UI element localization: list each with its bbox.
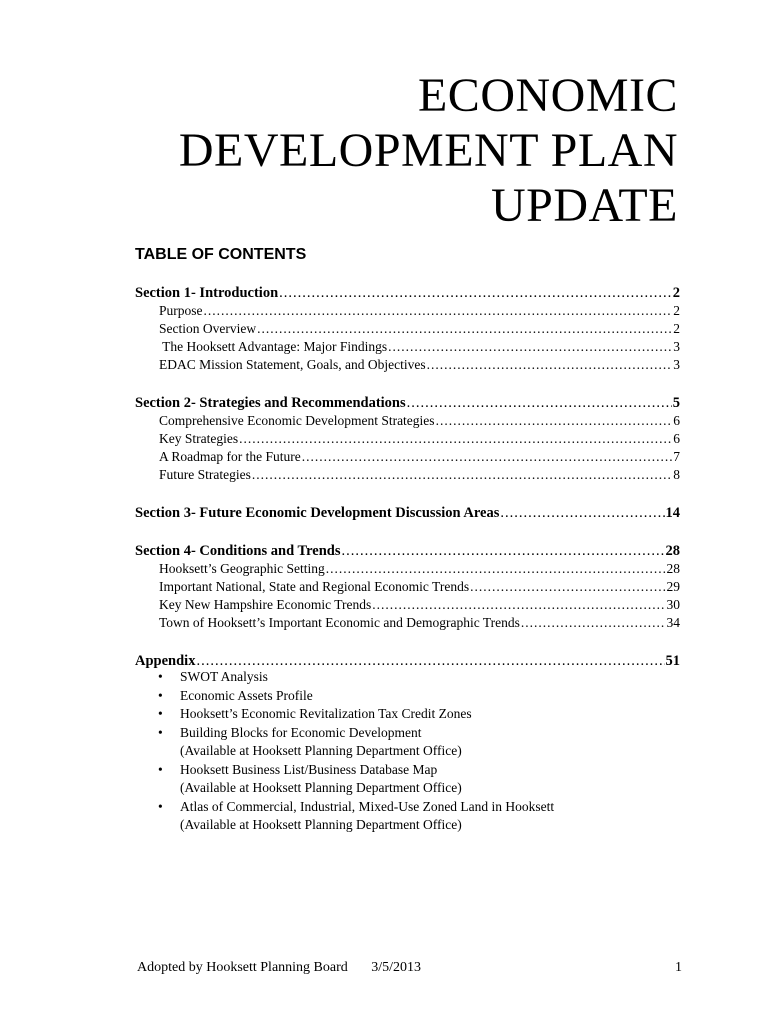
toc-section-entry — [135, 542, 680, 560]
appendix-list-item — [158, 705, 554, 724]
toc-section-entry-page: 2 — [672, 285, 680, 301]
toc-sub-entry-page: 2 — [673, 303, 680, 318]
toc-section-entry-label: Appendix — [135, 653, 196, 669]
title-line-3: UPDATE — [490, 179, 678, 232]
appendix-item-note: (Available at Hooksett Planning Department Office) — [180, 780, 462, 795]
toc-sub-entry — [135, 578, 680, 596]
toc-section-entry — [135, 394, 680, 412]
bullet-icon: • — [158, 798, 163, 814]
bullet-icon: • — [158, 687, 163, 703]
leader-dots — [279, 284, 672, 302]
toc-sub-entry — [135, 412, 680, 430]
leader-dots — [407, 394, 672, 412]
title-line-2: DEVELOPMENT PLAN — [178, 124, 678, 177]
appendix-item-title: Hooksett’s Economic Revitalization Tax Credit Zones — [180, 706, 472, 721]
leader-dots — [326, 560, 666, 578]
toc-sub-entry-label: Section Overview — [159, 321, 257, 336]
footer-adopted-text: Adopted by Hooksett Planning Board — [137, 960, 348, 975]
appendix-item-note: (Available at Hooksett Planning Department Office) — [180, 817, 462, 832]
toc-sub-entry-page: 6 — [673, 431, 680, 446]
toc-sub-entry-page: 7 — [673, 449, 680, 464]
document-title — [179, 68, 678, 233]
appendix-list-item — [158, 687, 554, 706]
appendix-list-item — [158, 668, 554, 687]
bullet-icon: • — [158, 761, 163, 777]
toc-sub-entry-label: Key New Hampshire Economic Trends — [159, 597, 372, 612]
toc-section-entry — [135, 504, 680, 522]
toc-section-entry — [135, 284, 680, 302]
toc-section-entry-label: Section 4- Conditions and Trends — [135, 543, 341, 559]
toc-sub-entry-page: 34 — [666, 615, 680, 630]
appendix-item-title: Building Blocks for Economic Development — [180, 724, 422, 740]
leader-dots — [388, 338, 672, 356]
page-footer — [137, 960, 682, 976]
toc-sub-entry-label: Hooksett’s Geographic Setting — [159, 561, 325, 576]
toc-sub-entry-page: 3 — [673, 357, 680, 372]
toc-sub-entry — [135, 466, 680, 484]
leader-dots — [436, 412, 673, 430]
footer-date: 3/5/2013 — [371, 960, 422, 975]
toc-sub-entry — [135, 302, 680, 320]
toc-section-entry-label: Section 1- Introduction — [135, 285, 279, 301]
toc-sub-entry-page: 8 — [673, 467, 680, 482]
leader-dots — [521, 614, 666, 632]
toc-sub-entry-page: 30 — [666, 597, 680, 612]
toc-sub-entry — [135, 614, 680, 632]
leader-dots — [470, 578, 665, 596]
toc-sub-entry-page: 28 — [666, 561, 680, 576]
toc-sub-entry-label: Important National, State and Regional Economic Trends — [159, 579, 470, 594]
leader-dots — [302, 448, 673, 466]
toc-section-entry-label: Section 3- Future Economic Development Discussion Areas — [135, 505, 500, 521]
toc-section — [135, 504, 680, 522]
toc-section — [135, 542, 680, 632]
leader-dots — [427, 356, 673, 374]
toc-section-entry-page: 28 — [665, 543, 680, 559]
toc-sub-entry — [135, 560, 680, 578]
bullet-icon: • — [158, 724, 163, 740]
toc-section — [135, 394, 680, 484]
leader-dots — [239, 430, 672, 448]
toc-section-entry-page: 14 — [665, 505, 680, 521]
appendix-item-title: Atlas of Commercial, Industrial, Mixed-Use Zoned Land in Hooksett — [180, 798, 555, 814]
toc-sub-entry-page: 3 — [673, 339, 680, 354]
appendix-item-title: Hooksett Business List/Business Database Map — [180, 761, 438, 777]
table-of-contents — [135, 284, 680, 690]
toc-sub-entry-label: The Hooksett Advantage: Major Findings — [159, 339, 388, 354]
toc-sub-entry-page: 2 — [673, 321, 680, 336]
toc-section-entry-label: Section 2- Strategies and Recommendations — [135, 395, 406, 411]
page-number: 1 — [675, 960, 682, 975]
toc-sub-entry-label: EDAC Mission Statement, Goals, and Objectives — [159, 357, 426, 372]
leader-dots — [204, 302, 673, 320]
toc-sub-entry-label: Future Strategies — [159, 467, 251, 482]
title-line-1: ECONOMIC — [417, 69, 678, 122]
appendix-list — [158, 668, 554, 835]
toc-sub-entry-label: A Roadmap for the Future — [159, 449, 301, 464]
appendix-item-title: Economic Assets Profile — [180, 687, 313, 703]
appendix-item-title: SWOT Analysis — [180, 669, 268, 684]
toc-sub-entry-label: Purpose — [159, 303, 203, 318]
appendix-list-item — [158, 761, 554, 798]
toc-sub-entry-page: 6 — [673, 413, 680, 428]
leader-dots — [500, 504, 664, 522]
toc-section-entry-page: 51 — [665, 653, 680, 669]
toc-sub-entry-page: 29 — [666, 579, 680, 594]
toc-sub-entry-label: Key Strategies — [159, 431, 239, 446]
leader-dots — [252, 466, 672, 484]
toc-sub-entry — [135, 448, 680, 466]
toc-heading: TABLE OF CONTENTS — [135, 246, 307, 263]
toc-sub-entry — [135, 338, 680, 356]
toc-sub-entry — [135, 596, 680, 614]
toc-sub-entry — [135, 430, 680, 448]
leader-dots — [372, 596, 665, 614]
leader-dots — [257, 320, 672, 338]
toc-sub-entry — [135, 356, 680, 374]
appendix-list-item — [158, 724, 554, 761]
toc-sub-entry-label: Town of Hooksett’s Important Economic and Demographic Trends — [159, 615, 520, 630]
toc-section — [135, 284, 680, 374]
toc-sub-entry — [135, 320, 680, 338]
leader-dots — [341, 542, 664, 560]
appendix-list-item — [158, 798, 554, 835]
bullet-icon: • — [158, 706, 163, 721]
appendix-item-note: (Available at Hooksett Planning Department Office) — [180, 743, 462, 758]
bullet-icon: • — [158, 669, 163, 684]
toc-sub-entry-label: Comprehensive Economic Development Strategies — [159, 413, 435, 428]
toc-section-entry-page: 5 — [672, 395, 680, 411]
